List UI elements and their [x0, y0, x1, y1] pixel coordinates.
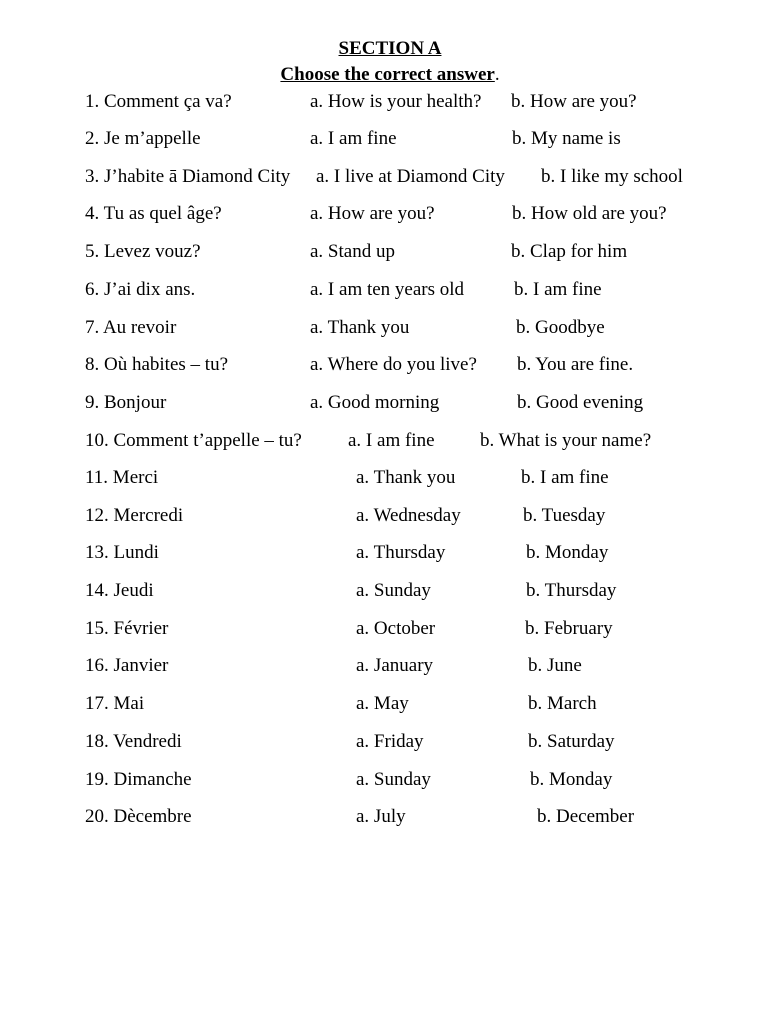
question-text: 17. Mai [85, 693, 145, 714]
question-text: 5. Levez vouz? [85, 241, 201, 262]
question-text: 7. Au revoir [85, 317, 177, 338]
option-b: b. How old are you? [512, 203, 667, 224]
question-row [0, 127, 768, 151]
option-b: b. How are you? [511, 91, 637, 112]
question-row [0, 90, 768, 114]
question-text: 13. Lundi [85, 542, 159, 563]
option-b: b. I am fine [514, 279, 602, 300]
question-text: 18. Vendredi [85, 731, 182, 752]
option-a: a. Wednesday [356, 505, 461, 526]
question-row [0, 654, 768, 678]
option-b: b. June [528, 655, 582, 676]
option-b: b. Goodbye [516, 317, 605, 338]
question-row [0, 429, 768, 453]
question-text: 11. Merci [85, 467, 159, 488]
question-text: 1. Comment ça va? [85, 91, 232, 112]
option-a: a. January [356, 655, 434, 676]
option-b: b. December [537, 806, 635, 827]
option-a: a. How are you? [310, 203, 435, 224]
question-row [0, 278, 768, 302]
question-row [0, 768, 768, 792]
question-row [0, 391, 768, 415]
section-title: SECTION A [338, 38, 442, 59]
question-text: 2. Je m’appelle [85, 128, 201, 149]
option-b: b. I like my school [541, 166, 683, 187]
question-text: 20. Dècembre [85, 806, 192, 827]
question-row [0, 692, 768, 716]
option-b: b. February [525, 618, 613, 639]
question-text: 12. Mercredi [85, 505, 184, 526]
option-a: a. How is your health? [310, 91, 482, 112]
option-b: b. March [528, 693, 597, 714]
option-a: a. Where do you live? [310, 354, 477, 375]
option-b: b. Good evening [517, 392, 644, 413]
question-row [0, 165, 768, 189]
option-b: b. My name is [512, 128, 621, 149]
option-a: a. Sunday [356, 769, 431, 790]
question-text: 15. Février [85, 618, 169, 639]
option-a: a. I am fine [348, 430, 435, 451]
option-a: a. May [356, 693, 409, 714]
option-b: b. Monday [530, 769, 613, 790]
question-text: 16. Janvier [85, 655, 169, 676]
question-row [0, 617, 768, 641]
question-row [0, 730, 768, 754]
option-a: a. Thank you [356, 467, 456, 488]
instruction: Choose the correct answer. [280, 64, 500, 85]
option-a: a. I live at Diamond City [316, 166, 505, 187]
option-a: a. July [356, 806, 406, 827]
question-text: 4. Tu as quel âge? [85, 203, 222, 224]
question-row [0, 353, 768, 377]
option-a: a. Good morning [310, 392, 440, 413]
option-a: a. Friday [356, 731, 424, 752]
question-row [0, 504, 768, 528]
question-row [0, 579, 768, 603]
question-text: 10. Comment t’appelle – tu? [85, 430, 302, 451]
question-row [0, 316, 768, 340]
option-a: a. Stand up [310, 241, 395, 262]
question-text: 9. Bonjour [85, 392, 167, 413]
question-row [0, 466, 768, 490]
option-a: a. Thank you [310, 317, 410, 338]
option-b: b. Tuesday [523, 505, 606, 526]
option-b: b. Clap for him [511, 241, 628, 262]
question-text: 3. J’habite ā Diamond City [85, 166, 291, 187]
option-b: b. I am fine [521, 467, 609, 488]
option-a: a. Sunday [356, 580, 431, 601]
option-b: b. You are fine. [517, 354, 634, 375]
option-a: a. October [356, 618, 436, 639]
question-text: 14. Jeudi [85, 580, 154, 601]
question-text: 19. Dimanche [85, 769, 192, 790]
question-row [0, 202, 768, 226]
question-text: 8. Où habites – tu? [85, 354, 229, 375]
option-a: a. I am fine [310, 128, 397, 149]
option-a: a. Thursday [356, 542, 446, 563]
option-a: a. I am ten years old [310, 279, 465, 300]
option-b: b. Monday [526, 542, 609, 563]
question-row [0, 541, 768, 565]
question-row [0, 240, 768, 264]
question-text: 6. J’ai dix ans. [85, 279, 196, 300]
option-b: b. What is your name? [480, 430, 652, 451]
option-b: b. Saturday [528, 731, 615, 752]
option-b: b. Thursday [526, 580, 617, 601]
question-row [0, 805, 768, 829]
